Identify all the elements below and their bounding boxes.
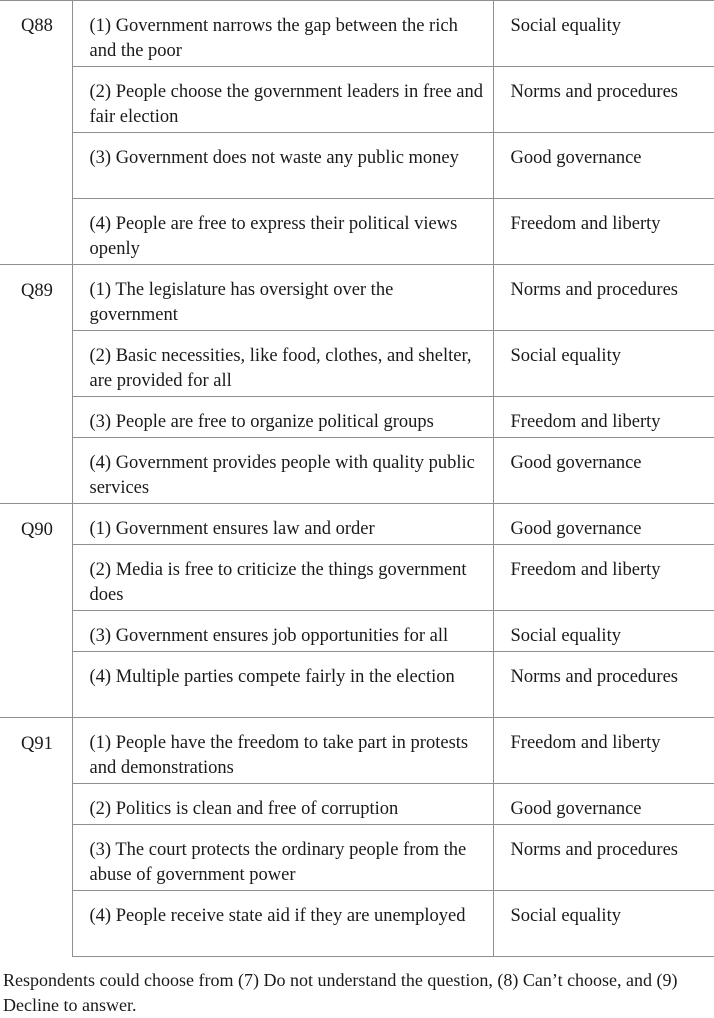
table-row xyxy=(0,397,714,438)
dimension-text: Good governance xyxy=(493,784,714,825)
table-row xyxy=(0,825,714,891)
item-text: (3) People are free to organize political groups xyxy=(72,397,493,438)
item-text: (4) People are free to express their political views openly xyxy=(72,199,493,265)
item-text: (1) Government narrows the gap between the rich and the poor xyxy=(72,1,493,67)
table-row xyxy=(0,545,714,611)
dimension-text: Social equality xyxy=(493,611,714,652)
item-text: (3) Government does not waste any public money xyxy=(72,133,493,199)
table-row xyxy=(0,504,714,545)
table-row xyxy=(0,199,714,265)
item-text: (1) Government ensures law and order xyxy=(72,504,493,545)
question-id: Q89 xyxy=(0,265,72,504)
table-row xyxy=(0,891,714,957)
item-text: (4) Multiple parties compete fairly in the election xyxy=(72,652,493,718)
table-row xyxy=(0,611,714,652)
table-row xyxy=(0,718,714,784)
dimension-text: Freedom and liberty xyxy=(493,718,714,784)
item-text: (4) Government provides people with quality public services xyxy=(72,438,493,504)
dimension-text: Social equality xyxy=(493,891,714,957)
table-row xyxy=(0,67,714,133)
item-text: (3) Government ensures job opportunities for all xyxy=(72,611,493,652)
table-row xyxy=(0,1,714,67)
dimension-text: Social equality xyxy=(493,331,714,397)
dimension-text: Good governance xyxy=(493,504,714,545)
dimension-text: Norms and procedures xyxy=(493,652,714,718)
dimension-text: Norms and procedures xyxy=(493,67,714,133)
item-text: (2) Politics is clean and free of corruption xyxy=(72,784,493,825)
item-text: (3) The court protects the ordinary people from the abuse of government power xyxy=(72,825,493,891)
question-id: Q88 xyxy=(0,1,72,265)
item-text: (1) People have the freedom to take part in protests and demonstrations xyxy=(72,718,493,784)
table-row xyxy=(0,784,714,825)
dimension-text: Freedom and liberty xyxy=(493,545,714,611)
dimension-text: Good governance xyxy=(493,438,714,504)
question-id: Q90 xyxy=(0,504,72,718)
table-row xyxy=(0,652,714,718)
question-id: Q91 xyxy=(0,718,72,957)
item-text: (4) People receive state aid if they are unemployed xyxy=(72,891,493,957)
item-text: (1) The legislature has oversight over the government xyxy=(72,265,493,331)
item-text: (2) Basic necessities, like food, clothes, and shelter, are provided for all xyxy=(72,331,493,397)
table-row xyxy=(0,438,714,504)
dimension-text: Norms and procedures xyxy=(493,265,714,331)
dimension-text: Freedom and liberty xyxy=(493,199,714,265)
item-text: (2) People choose the government leaders in free and fair election xyxy=(72,67,493,133)
dimension-text: Freedom and liberty xyxy=(493,397,714,438)
table-row xyxy=(0,133,714,199)
table-row xyxy=(0,331,714,397)
dimension-text: Norms and procedures xyxy=(493,825,714,891)
dimension-text: Social equality xyxy=(493,1,714,67)
dimension-text: Good governance xyxy=(493,133,714,199)
table-footnote: Respondents could choose from (7) Do not understand the question, (8) Can’t choose, and (9) Decline to answer. xyxy=(3,970,678,1015)
item-text: (2) Media is free to criticize the things government does xyxy=(72,545,493,611)
table-row xyxy=(0,265,714,331)
